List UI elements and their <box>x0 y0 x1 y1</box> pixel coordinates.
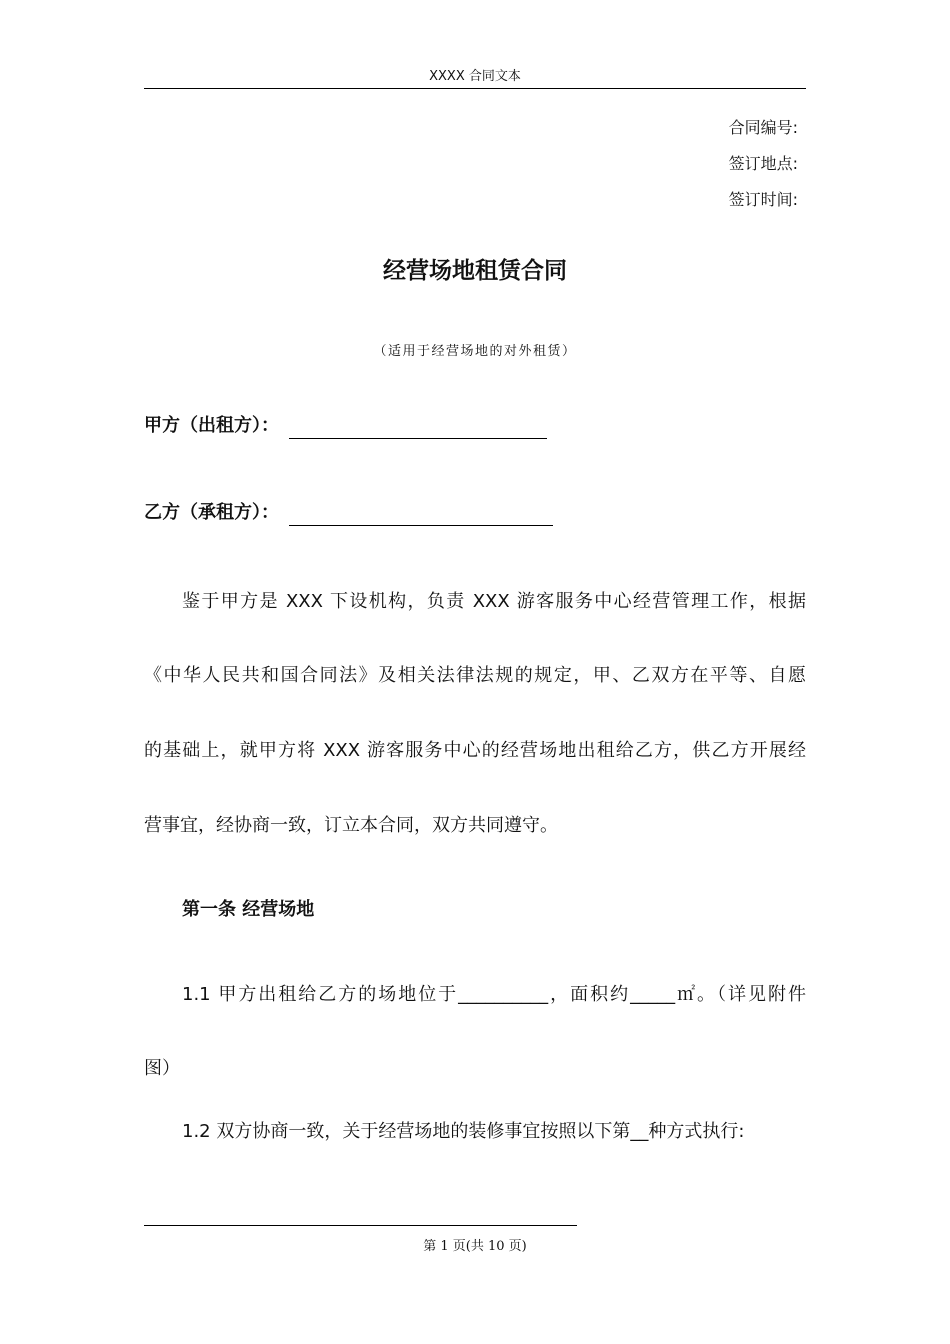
preamble-line-2: 《中华人民共和国合同法》及相关法律法规的规定，甲、乙双方在平等、自愿 <box>144 665 806 686</box>
party-b-line <box>144 500 553 526</box>
document-subtitle: （适用于经营场地的对外租赁） <box>373 344 577 359</box>
party-a-label: 甲方（出租方）： <box>144 415 279 436</box>
clause-1-2: 1.2 双方协商一致，关于经营场地的装修事宜按照以下第__种方式执行: <box>182 1121 745 1142</box>
page-number: 第 1 页(共 10 页) <box>423 1239 527 1254</box>
footer-divider <box>144 1225 577 1226</box>
document-title: 经营场地租赁合同 <box>383 258 567 284</box>
party-a-line <box>144 413 547 439</box>
signing-time-label: 签订时间: <box>728 190 798 209</box>
party-a-blank <box>289 418 547 439</box>
contract-number-label: 合同编号: <box>728 118 798 137</box>
running-header: XXXX 合同文本 <box>429 69 521 84</box>
party-b-blank <box>289 505 553 526</box>
preamble-line-4: 营事宜，经协商一致，订立本合同，双方共同遵守。 <box>144 815 558 836</box>
clause-1-1-line-1: 1.1 甲方出租给乙方的场地位于__________，面积约_____㎡。（详见附件 <box>182 984 806 1005</box>
article-1-heading: 第一条 经营场地 <box>182 899 315 920</box>
preamble-line-1: 鉴于甲方是 XXX 下设机构，负责 XXX 游客服务中心经营管理工作，根据 <box>182 591 806 612</box>
party-b-label: 乙方（承租方）： <box>144 502 279 523</box>
preamble-line-3: 的基础上，就甲方将 XXX 游客服务中心的经营场地出租给乙方，供乙方开展经 <box>144 740 806 761</box>
header-divider <box>144 88 806 89</box>
clause-1-1-line-2: 图） <box>144 1058 180 1079</box>
signing-place-label: 签订地点: <box>728 154 798 173</box>
